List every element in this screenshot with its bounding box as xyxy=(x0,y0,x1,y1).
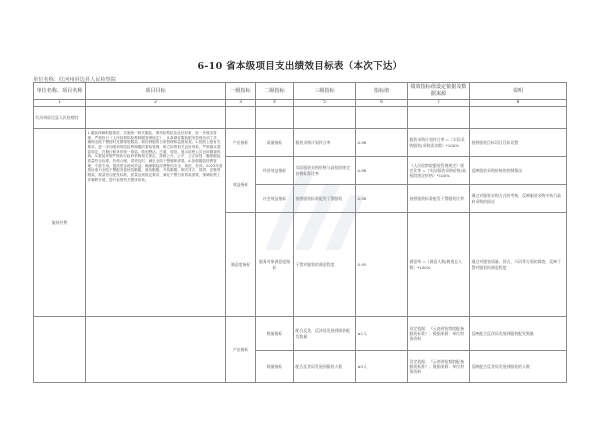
note-cell: 按照服装目标项目目标设置 xyxy=(470,129,567,157)
note-cell: 反映服装采购价格的控制情况 xyxy=(470,157,567,185)
basis-cell: 服装采购计划符合率 =（实际采购服装/采购需求数）*100% xyxy=(408,129,470,157)
document-title: 6-10 省本级项目支出绩效目标表（本次下达） xyxy=(197,61,403,72)
l1-cell: 效益指标 xyxy=(226,157,256,213)
project-target-cell: 1.服装保障积极推进，实施统一制式服装，保持检察队伍良好形象，进一步规范管理，严格执行《人民检察院检察制服管理规定》，认真做好服装配发管理各项工作，确保全院干警按时足额领取服装，做好制服的日常管理和监督检查。2.按照上级有关要求，进一步加强和规范检察制服的着装管理，树立检察机关良好形象，严格落实着装规定，在履行职务时统一着装，做到整洁、庄重、规范，展示检察人员良好精神风貌。3.服装采购严格执行政府采购相关规定，按照公开、公平、公正原则，确保服装质量符合标准，价格合理，供货及时，满足全院干警履职需要。4.加强服装经费管理，专款专用，提高资金使用效益，确保服装经费使用安全、规范、有效。2023年度按标准为全院干警配发春秋执勤服、夏执勤服、冬执勤服、制式衬衣、领带、皮鞋等服装，数量符合配发标准，质量达到规定要求，满足干警日常着装需要，保障检察工作顺利开展，提升检察机关整体形象。 xyxy=(86,129,226,317)
basis-cell: 《人民检察院服装管理规定》规定比率 =（实际服装采购价格/高检院规定价格）*100% xyxy=(408,157,470,185)
header-l2: 二级指标 xyxy=(256,83,294,100)
value-cell: 0.98 xyxy=(356,129,408,157)
l1-cell: 满意度指标 xyxy=(226,213,256,317)
col-number: 4 xyxy=(256,100,294,107)
column-number-row xyxy=(34,100,567,107)
note-cell: 反映配合反渎局发展到服装配发数量 xyxy=(470,317,567,351)
l2-cell: 数量指标 xyxy=(256,351,294,383)
header-basis: 绩效指标值设定依据及数据来源 xyxy=(408,83,470,100)
l3-cell: 实际服装采购价格与高检院规定价格标准比率 xyxy=(294,157,356,185)
l2-cell: 经济效益指标 xyxy=(256,157,294,185)
unit-label: 单位名称：红河州屏边县人民检察院 xyxy=(33,77,117,83)
unit-row xyxy=(34,107,567,129)
col-number: 3 xyxy=(226,100,256,107)
header-unit-project: 单位名称、项目名称 xyxy=(34,83,86,100)
table-row xyxy=(34,317,567,351)
l2-cell: 社会效益指标 xyxy=(256,185,294,213)
header-l1: 一级指标 xyxy=(226,83,256,100)
note-cell: 通过对服装质量、款式、尺码等方面的调查，反映干警对服装的满意程度 xyxy=(470,213,567,317)
l2-cell: 服务对象满意度指标 xyxy=(256,213,294,317)
header-value: 指标值 xyxy=(356,83,408,100)
header-l3: 三级指标 xyxy=(294,83,356,100)
col-number: 7 xyxy=(408,100,470,107)
basis-cell: 设定依据：《云南省检察院配备服装标准》；数据来源：单位财务资料 xyxy=(408,317,470,351)
value-cell: 0.98 xyxy=(356,185,408,213)
header-row xyxy=(34,83,567,100)
col-number: 2 xyxy=(86,100,226,107)
col-number: 1 xyxy=(34,100,86,107)
header-target: 项目目标 xyxy=(86,83,226,100)
unit-name-cell: 红河州屏边县人民检察院 xyxy=(34,107,86,129)
value-cell: 0.95 xyxy=(356,213,408,317)
basis-cell: 设定依据：《云南省检察院配备服装标准》；数据来源：单位财务资料 xyxy=(408,351,470,383)
value-cell: 0.98 xyxy=(356,157,408,185)
note-cell: 反映配合反贪局发展到服装的人数 xyxy=(470,351,567,383)
l3-cell: 按照服装标准配发干警服装 xyxy=(294,185,356,213)
value-cell: ≥3人 xyxy=(356,351,408,383)
l3-cell: 配合反贪、反渎局发展到服装配发数量 xyxy=(294,317,356,351)
l1-cell: 产出指标 xyxy=(226,317,256,383)
l1-cell: 产出指标 xyxy=(226,129,256,157)
value-cell: ≥1人 xyxy=(356,317,408,351)
col-number: 8 xyxy=(470,100,567,107)
l3-cell: 服装采购计划符合率 xyxy=(294,129,356,157)
table-row xyxy=(34,129,567,157)
performance-table xyxy=(33,82,567,383)
project-name-cell: 服装经费 xyxy=(34,129,86,317)
basis-cell: 满意率 =（满意人数/调查总人数）*100% xyxy=(408,213,470,317)
header-note: 说明 xyxy=(470,83,567,100)
col-number: 5 xyxy=(294,100,356,107)
l2-cell: 数量指标 xyxy=(256,317,294,351)
col-number: 6 xyxy=(356,100,408,107)
l2-cell: 质量指标 xyxy=(256,129,294,157)
l3-cell: 配合反贪局发展到服装人数 xyxy=(294,351,356,383)
note-cell: 通过对服装采购方式的考核，反映服装采购中执行政府采购的情况 xyxy=(470,185,567,213)
l3-cell: 干警对服装的满意程度 xyxy=(294,213,356,317)
basis-cell: 按照服装标准配发干警服装比率 xyxy=(408,185,470,213)
